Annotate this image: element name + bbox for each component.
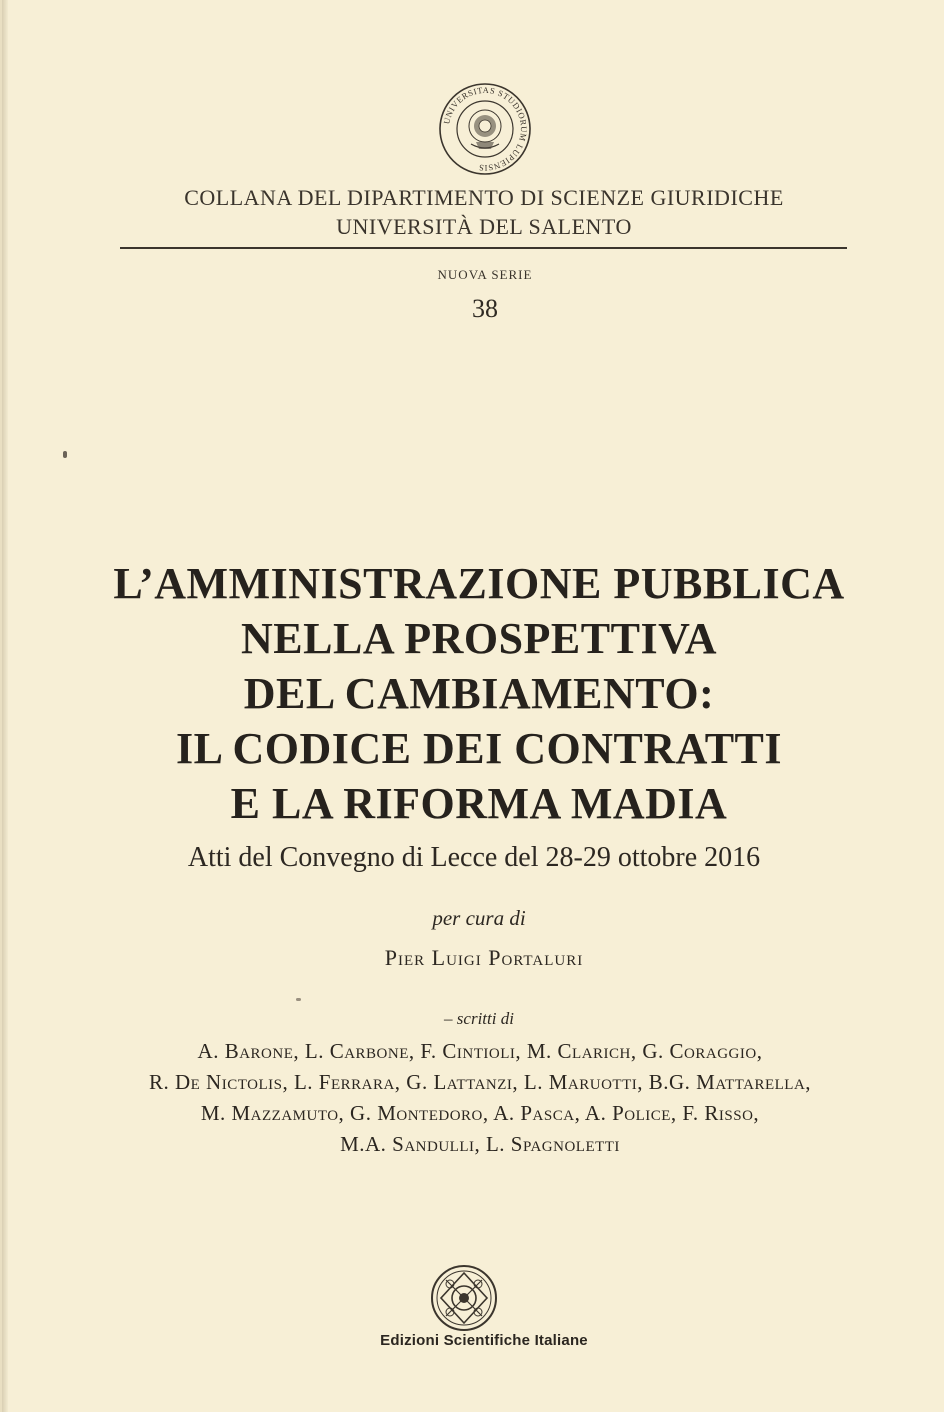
- editor-name: Pier Luigi Portaluri: [384, 945, 584, 970]
- series-header: [2, 183, 944, 241]
- contributors-line: M.A. Sandulli, L. Spagnoletti: [340, 1132, 620, 1156]
- contributors-list: [2, 1036, 944, 1160]
- header-divider: [120, 247, 847, 249]
- title-line: DEL CAMBIAMENTO:: [243, 669, 715, 718]
- title-line: L’AMMINISTRAZIONE PUBBLICA: [113, 559, 845, 608]
- paper-speck: [296, 998, 301, 1001]
- book-title: [2, 556, 944, 831]
- title-line: E LA RIFORMA MADIA: [230, 779, 728, 828]
- title-line: IL CODICE DEI CONTRATTI: [175, 724, 783, 773]
- editor-label: per cura di: [432, 906, 526, 930]
- contributors-line: M. Mazzamuto, G. Montedoro, A. Pasca, A. Police, F. Risso,: [200, 1101, 760, 1125]
- series-number: 38: [472, 294, 498, 323]
- series-label: NUOVA SERIE: [437, 267, 533, 282]
- publisher-logo-icon: [430, 1264, 498, 1332]
- series-department: COLLANA DEL DIPARTIMENTO DI SCIENZE GIURIDICHE: [184, 185, 784, 210]
- title-line: NELLA PROSPETTIVA: [241, 614, 717, 663]
- contributors-line: A. Barone, L. Carbone, F. Cintioli, M. Clarich, G. Coraggio,: [197, 1039, 763, 1063]
- seal-inscription: UNIVERSITAS STUDIORUM LUPIENSIS: [441, 84, 530, 174]
- contributors-label: – scritti di: [444, 1009, 514, 1028]
- university-seal-icon: [438, 82, 532, 176]
- book-subtitle: Atti del Convegno di Lecce del 28-29 ottobre 2016: [187, 842, 761, 873]
- contributors-line: R. De Nictolis, L. Ferrara, G. Lattanzi, L. Maruotti, B.G. Mattarella,: [148, 1070, 812, 1094]
- series-university: UNIVERSITÀ DEL SALENTO: [336, 214, 632, 239]
- paper-speck: [63, 451, 67, 458]
- publisher-name: Edizioni Scientifiche Italiane: [380, 1332, 588, 1349]
